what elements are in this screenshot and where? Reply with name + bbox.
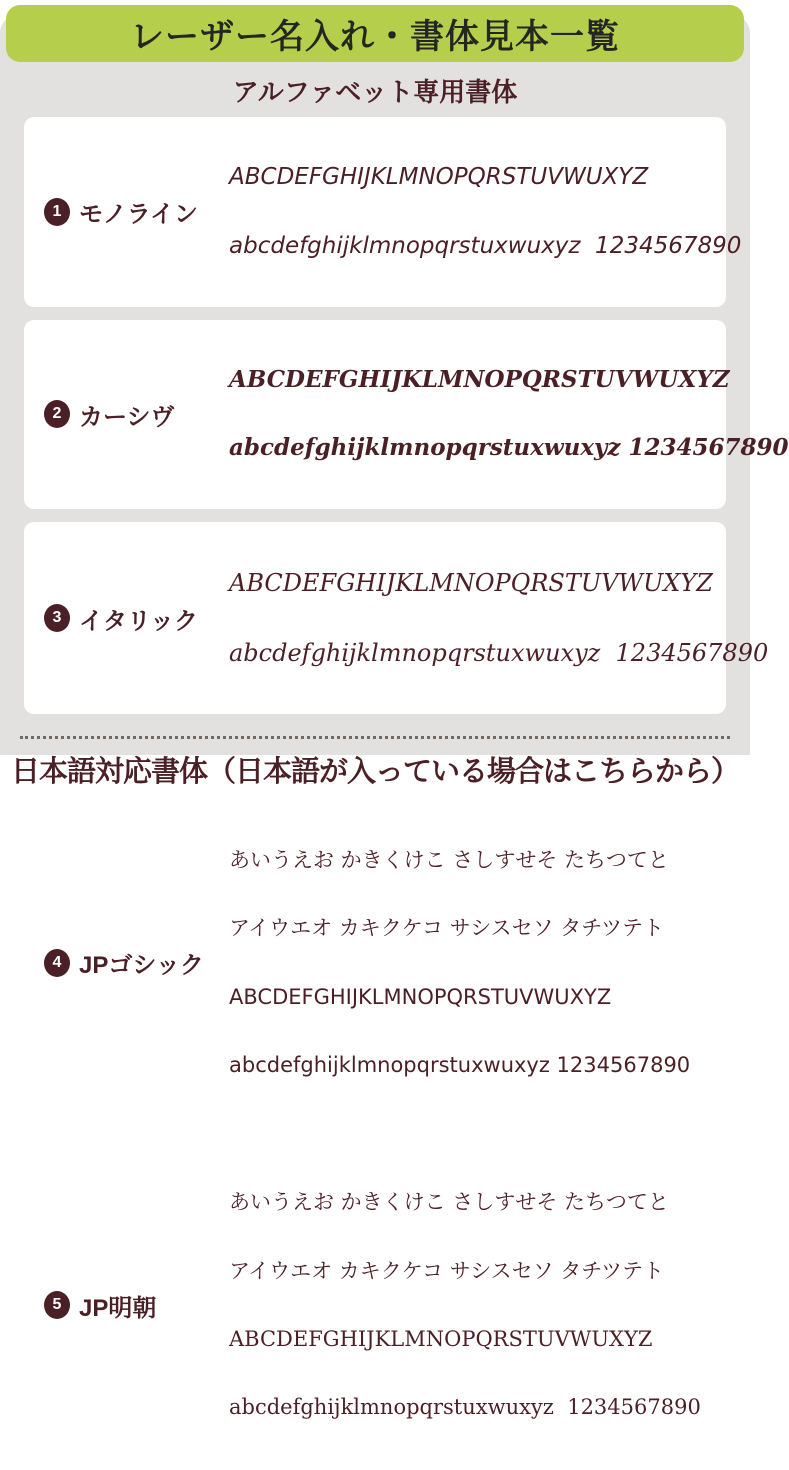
row-number-badge: 4 (44, 949, 70, 977)
font-row-header (36, 1288, 229, 1323)
font-row-header (36, 601, 229, 636)
font-sample-text (229, 123, 741, 301)
row-number-badge: 5 (44, 1291, 70, 1319)
sample-lowercase-numbers-line: abcdefghijklmnopqrstuxwuxyz 1234567890 (229, 1395, 701, 1420)
font-name-label: モノライン (79, 201, 199, 229)
sample-lowercase-numbers-line: abcdefghijklmnopqrstuxwuxyz 1234567890 (229, 1053, 691, 1078)
font-row-monoline (24, 117, 742, 307)
font-sample-page (0, 5, 789, 1420)
sample-hiragana-line: あいうえお かきくけこ さしすせそ たちつてと (229, 1190, 669, 1215)
font-row-header (36, 945, 229, 980)
font-sample-text (229, 806, 716, 1119)
sample-hiragana-line: あいうえお かきくけこ さしすせそ たちつてと (229, 848, 669, 872)
font-name-label: イタリック (79, 607, 199, 635)
font-sample-text (229, 1148, 716, 1461)
font-row-jp-gothic (24, 798, 726, 1127)
font-row-jp-mincho (24, 1140, 726, 1469)
dotted-divider (20, 736, 730, 739)
font-name-label: カーシヴ (79, 403, 175, 431)
section-title-alphabet-fonts: アルファベット専用書体 (232, 77, 518, 107)
section-title-japanese-fonts: 日本語対応書体（日本語が入っている場合はこちらから） (10, 756, 739, 788)
row-number-badge: 2 (44, 400, 70, 428)
header-banner (6, 5, 744, 62)
sample-uppercase-line: ABCDEFGHIJKLMNOPQRSTUVWUXYZ (229, 164, 649, 190)
sample-uppercase-line: ABCDEFGHIJKLMNOPQRSTUVWUXYZ (229, 1327, 653, 1352)
font-row-cursive (24, 320, 789, 510)
font-name-label: JPゴシック (79, 952, 204, 980)
sample-lowercase-numbers-line: abcdefghijklmnopqrstuxwuxyz 1234567890 (229, 434, 789, 462)
font-sample-text (229, 528, 768, 708)
font-row-header (36, 194, 229, 229)
sample-katakana-line: アイウエオ カキクケコ サシスセソ タチツテト (229, 1258, 664, 1283)
font-row-header (36, 397, 229, 432)
page-title: レーザー名入れ・書体見本一覧 (130, 18, 620, 56)
font-name-label: JP明朝 (79, 1294, 157, 1322)
font-row-italic (24, 522, 769, 714)
sample-katakana-line: アイウエオ カキクケコ サシスセソ タチツテト (229, 916, 664, 941)
font-sample-text (229, 326, 789, 504)
sample-lowercase-numbers-line: abcdefghijklmnopqrstuxwuxyz 1234567890 (229, 639, 769, 667)
row-number-badge: 3 (44, 604, 70, 632)
sample-lowercase-numbers-line: abcdefghijklmnopqrstuxwuxyz 1234567890 (229, 232, 742, 259)
sample-uppercase-line: ABCDEFGHIJKLMNOPQRSTUVWUXYZ (229, 569, 713, 597)
sample-uppercase-line: ABCDEFGHIJKLMNOPQRSTUVWUXYZ (229, 984, 612, 1009)
row-number-badge: 1 (44, 198, 70, 226)
sample-uppercase-line: ABCDEFGHIJKLMNOPQRSTUVWUXYZ (229, 365, 730, 393)
